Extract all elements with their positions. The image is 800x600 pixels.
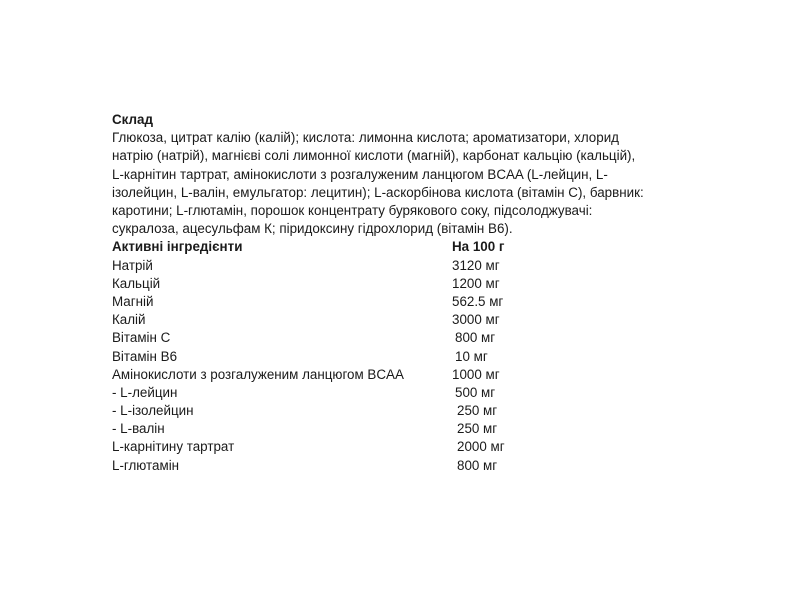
ingredient-amount: 250 мг [457,421,498,437]
ingredient-row [112,438,712,456]
ingredient-amount: 800 мг [457,457,498,473]
ingredient-name: L-глютамін [112,457,180,473]
composition-title: Склад [112,112,153,127]
ingredient-amount: 3120 мг [452,257,500,273]
ingredient-name: Магній [112,293,154,309]
ingredient-row [112,348,712,366]
ingredient-name: - L-лейцин [112,384,178,400]
ingredient-row [112,457,712,475]
ingredient-amount: 1000 мг [452,366,500,382]
ingredient-amount: 562.5 мг [452,293,504,309]
composition-line: Глюкоза, цитрат калію (калій); кислота: лимонна кислота; ароматизатори, хлорид [112,130,619,146]
ingredient-name: Калій [112,312,146,328]
ingredient-amount: 250 мг [457,403,498,419]
composition-line: каротини; L-глютамін, порошок концентрату бурякового соку, підсолоджувачі: [112,203,593,219]
ingredient-name: - L-ізолейцин [112,403,194,419]
ingredient-row [112,257,712,275]
composition-line: натрію (натрій), магнієві солі лимонної кислоти (магній), карбонат кальцію (кальцій), [112,148,636,164]
composition-text [112,129,712,238]
ingredient-amount: 10 мг [455,348,488,364]
column-header-ingredients: Активні інгредієнти [112,239,243,255]
ingredient-row [112,329,712,347]
ingredient-name: Кальцій [112,275,161,291]
composition-document [112,111,712,475]
column-header-per-100g: На 100 г [452,239,505,255]
ingredient-name: Амінокислоти з розгалуженим ланцюгом BCAA [112,366,404,382]
ingredient-name: - L-валін [112,421,165,437]
ingredient-amount: 800 мг [455,330,496,346]
ingredient-name: Вітамін В6 [112,348,178,364]
ingredient-rows [112,257,712,475]
ingredient-name: Вітамін С [112,330,171,346]
ingredient-row [112,311,712,329]
composition-line: сукралоза, ацесульфам К; піридоксину гідрохлорид (вітамін В6). [112,221,513,237]
ingredient-row [112,420,712,438]
ingredient-row [112,366,712,384]
ingredients-table-header [112,238,712,256]
ingredient-amount: 500 мг [455,384,496,400]
ingredients-table [112,238,712,474]
composition-line: L-карнітин тартрат, амінокислоти з розгалуженим ланцюгом BCAA (L-лейцин, L- [112,166,608,182]
ingredient-amount: 1200 мг [452,275,500,291]
ingredient-row [112,293,712,311]
ingredient-name: Натрій [112,257,153,273]
ingredient-amount: 3000 мг [452,312,500,328]
composition-line: ізолейцин, L-валін, емульгатор: лецитин); L-аскорбінова кислота (вітамін С), барвник: [112,184,644,200]
ingredient-amount: 2000 мг [457,439,505,455]
ingredient-row [112,275,712,293]
ingredient-name: L-карнітину тартрат [112,439,235,455]
ingredient-row [112,384,712,402]
ingredient-row [112,402,712,420]
